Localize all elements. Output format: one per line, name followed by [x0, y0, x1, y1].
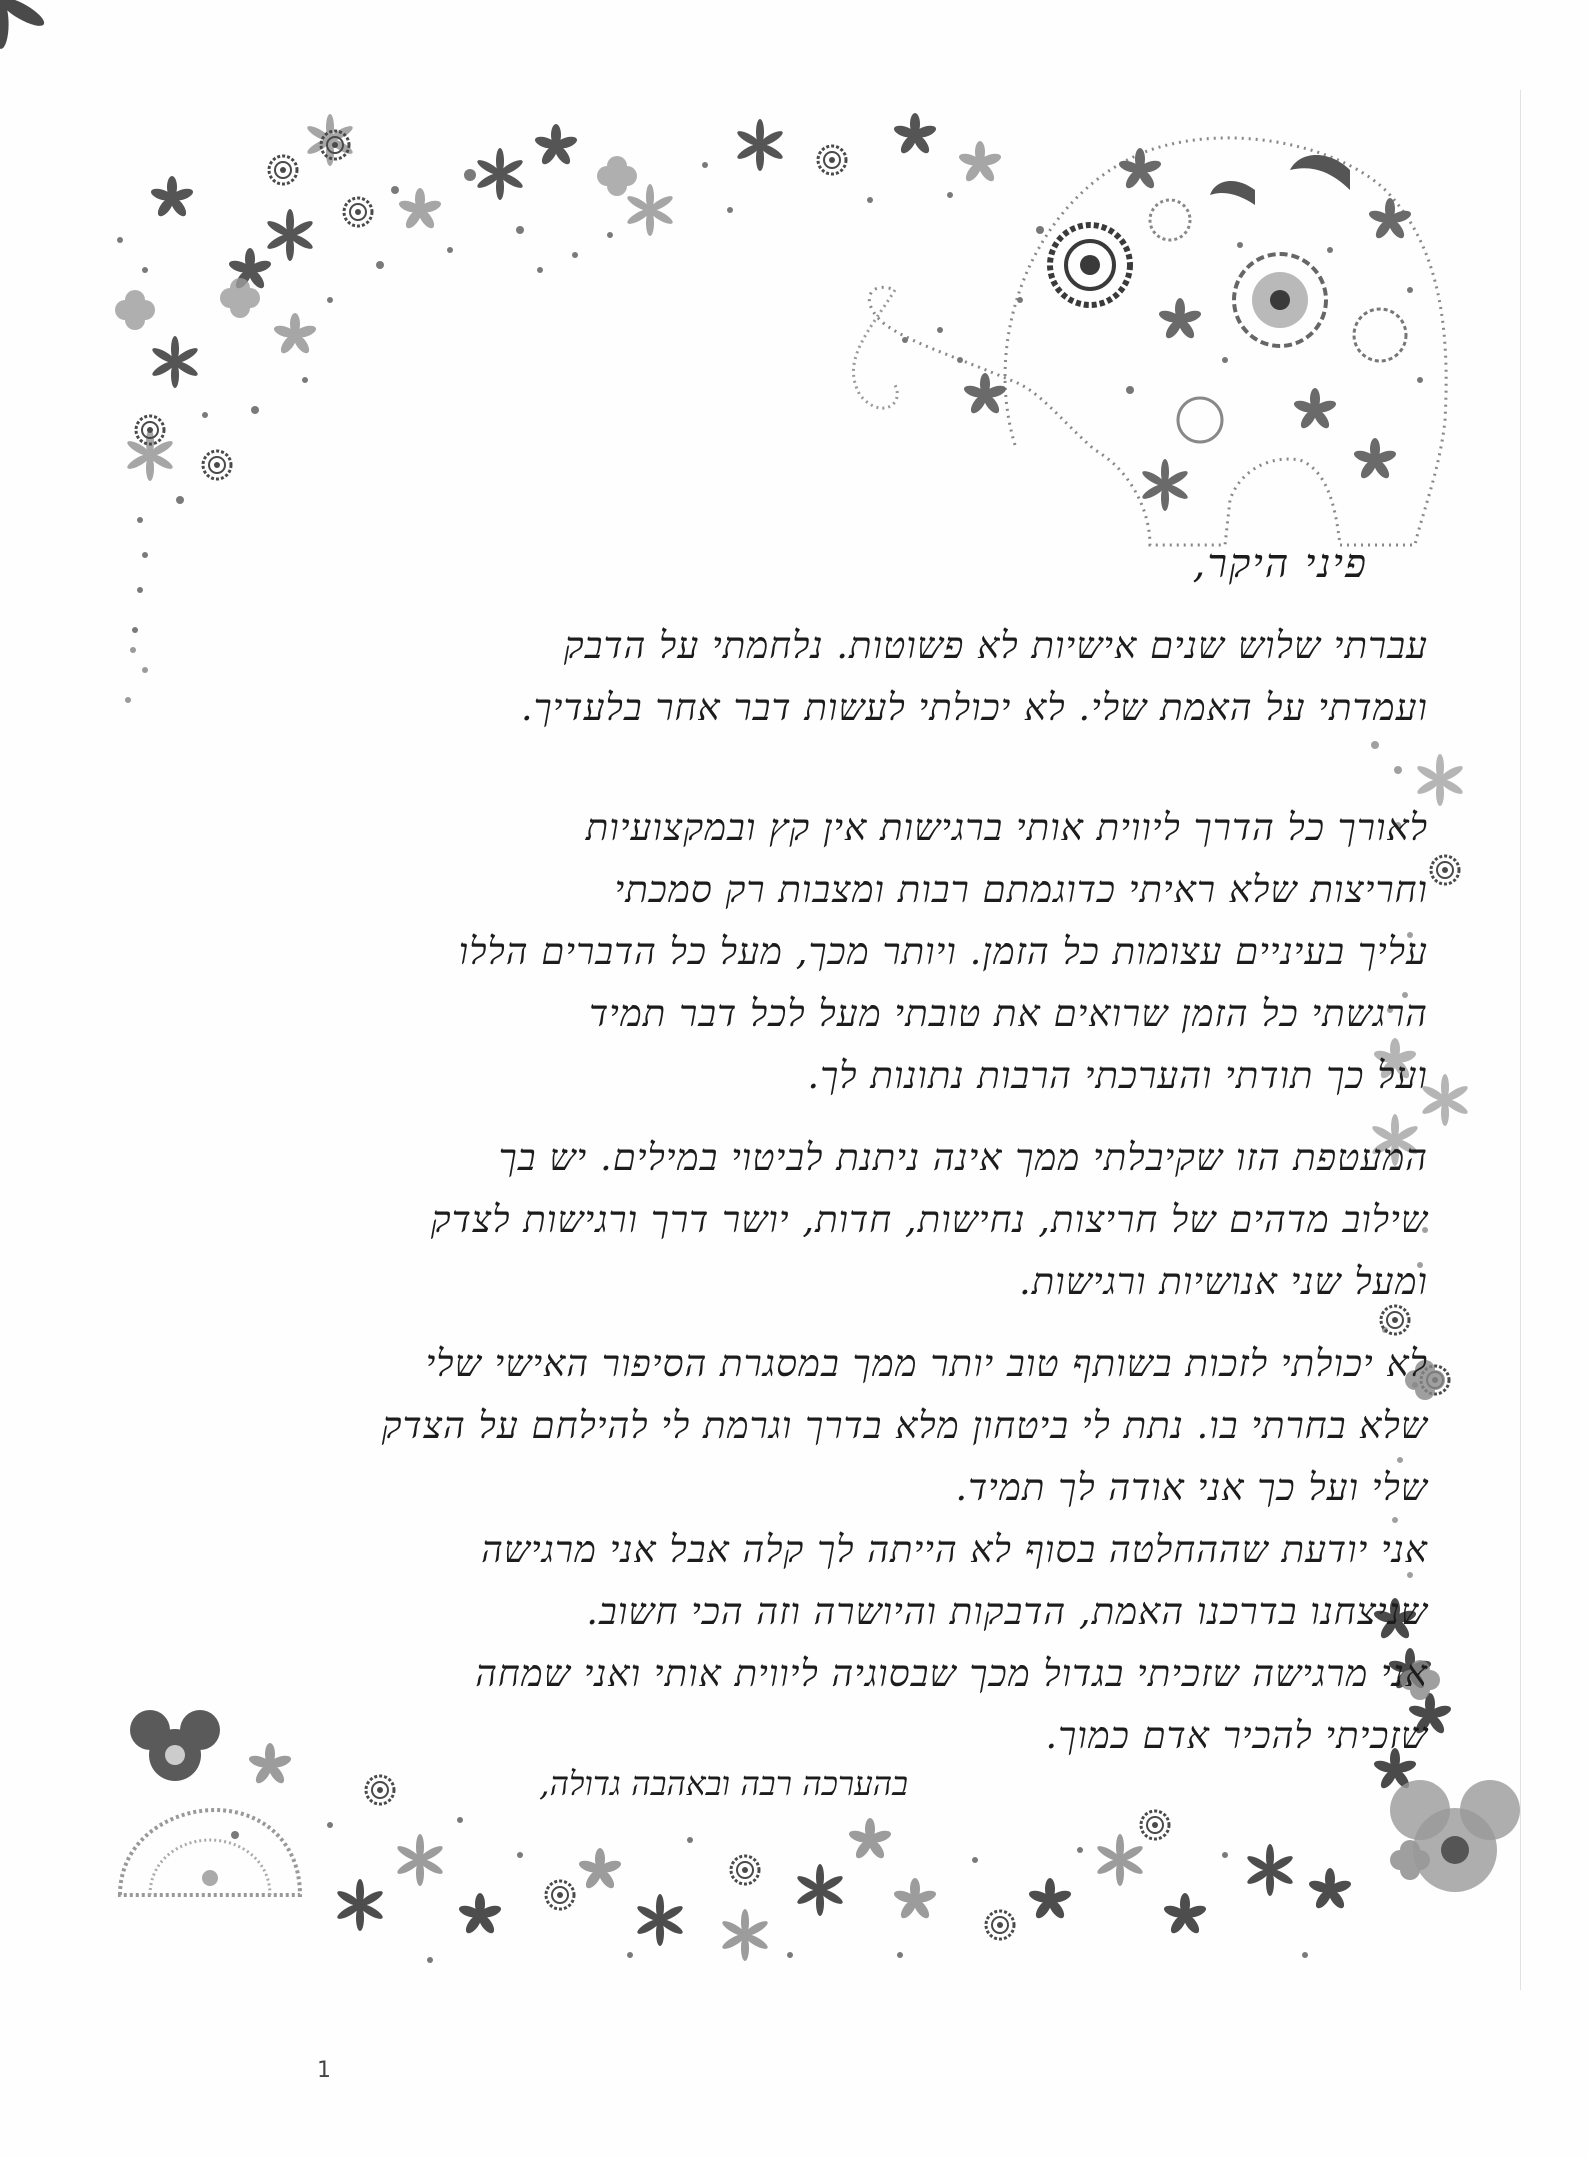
letter-line: עברתי שלוש שנים אישיות לא פשוטות. נלחמתי על הדבק	[563, 624, 1428, 667]
letter-body	[128, 540, 1428, 1807]
letter-paragraph	[128, 1333, 1428, 1519]
letter-line: לאורך כל הדרך ליווית אותי ברגישות אין קץ ובמקצועיות	[585, 806, 1428, 849]
letter-line: הרגשתי כל הזמן שרואים את טובתי מעל לכל דבר תמיד	[589, 992, 1428, 1035]
letter-line: אני יודעת שההחלטה בסוף לא הייתה לך קלה אבל אני מרגישה	[481, 1528, 1428, 1571]
letter-salutation: פיני היקר,	[1192, 541, 1368, 587]
letter-closing: בהערכה רבה ובאהבה גדולה,	[539, 1764, 908, 1803]
letter-line: שלי ועל כך אני אודה לך תמיד.	[955, 1466, 1428, 1509]
letter-line: שלא בחרתי בו. נתת לי ביטחון מלא בדרך וגרמת לי להילחם על הצדק	[381, 1404, 1428, 1447]
letter-line: ועל כך תודתי והערכתי הרבות נתונות לך.	[807, 1054, 1428, 1097]
letter-line: ומעל שני אנושיות ורגישות.	[1018, 1260, 1428, 1303]
letter-paragraph	[128, 797, 1428, 1107]
letter-line: המעטפת הזו שקיבלתי ממך אינה ניתנת לביטוי במילים. יש בך	[498, 1136, 1428, 1179]
letter-paragraph	[128, 1127, 1428, 1313]
letter-line: שזכיתי להכיר אדם כמוך.	[1045, 1714, 1428, 1757]
letter-line: לא יכולתי לזכות בשותף טוב יותר ממך במסגרת הסיפור האישי שלי	[425, 1342, 1428, 1385]
letter-line: וחריצות שלא ראיתי כדוגמתם רבות ומצבות רק סמכתי	[614, 868, 1428, 911]
letter-paragraph	[128, 615, 1428, 739]
letter-line: ועמדתי על האמת שלי. לא יכולתי לעשות דבר אחר בלעדיך.	[520, 686, 1428, 729]
letter-line: שילוב מדהים של חריצות, נחישות, חדות, יושר דרך ורגישות לצדק	[430, 1198, 1428, 1241]
letter-line: אני מרגישה שזכיתי בגדול מכך שבסוגיה ליווית אותי ואני שמחה	[475, 1652, 1428, 1695]
letter-line: עליך בעיניים עצומות כל הזמן. ויותר מכך, מעל כל הדברים הללו	[458, 930, 1428, 973]
page-number: 1	[317, 2058, 331, 2083]
letter-paragraph	[128, 1519, 1428, 1767]
letter-line: שניצחנו בדרכנו האמת, הדבקות והיושרה וזה הכי חשוב.	[586, 1590, 1428, 1633]
